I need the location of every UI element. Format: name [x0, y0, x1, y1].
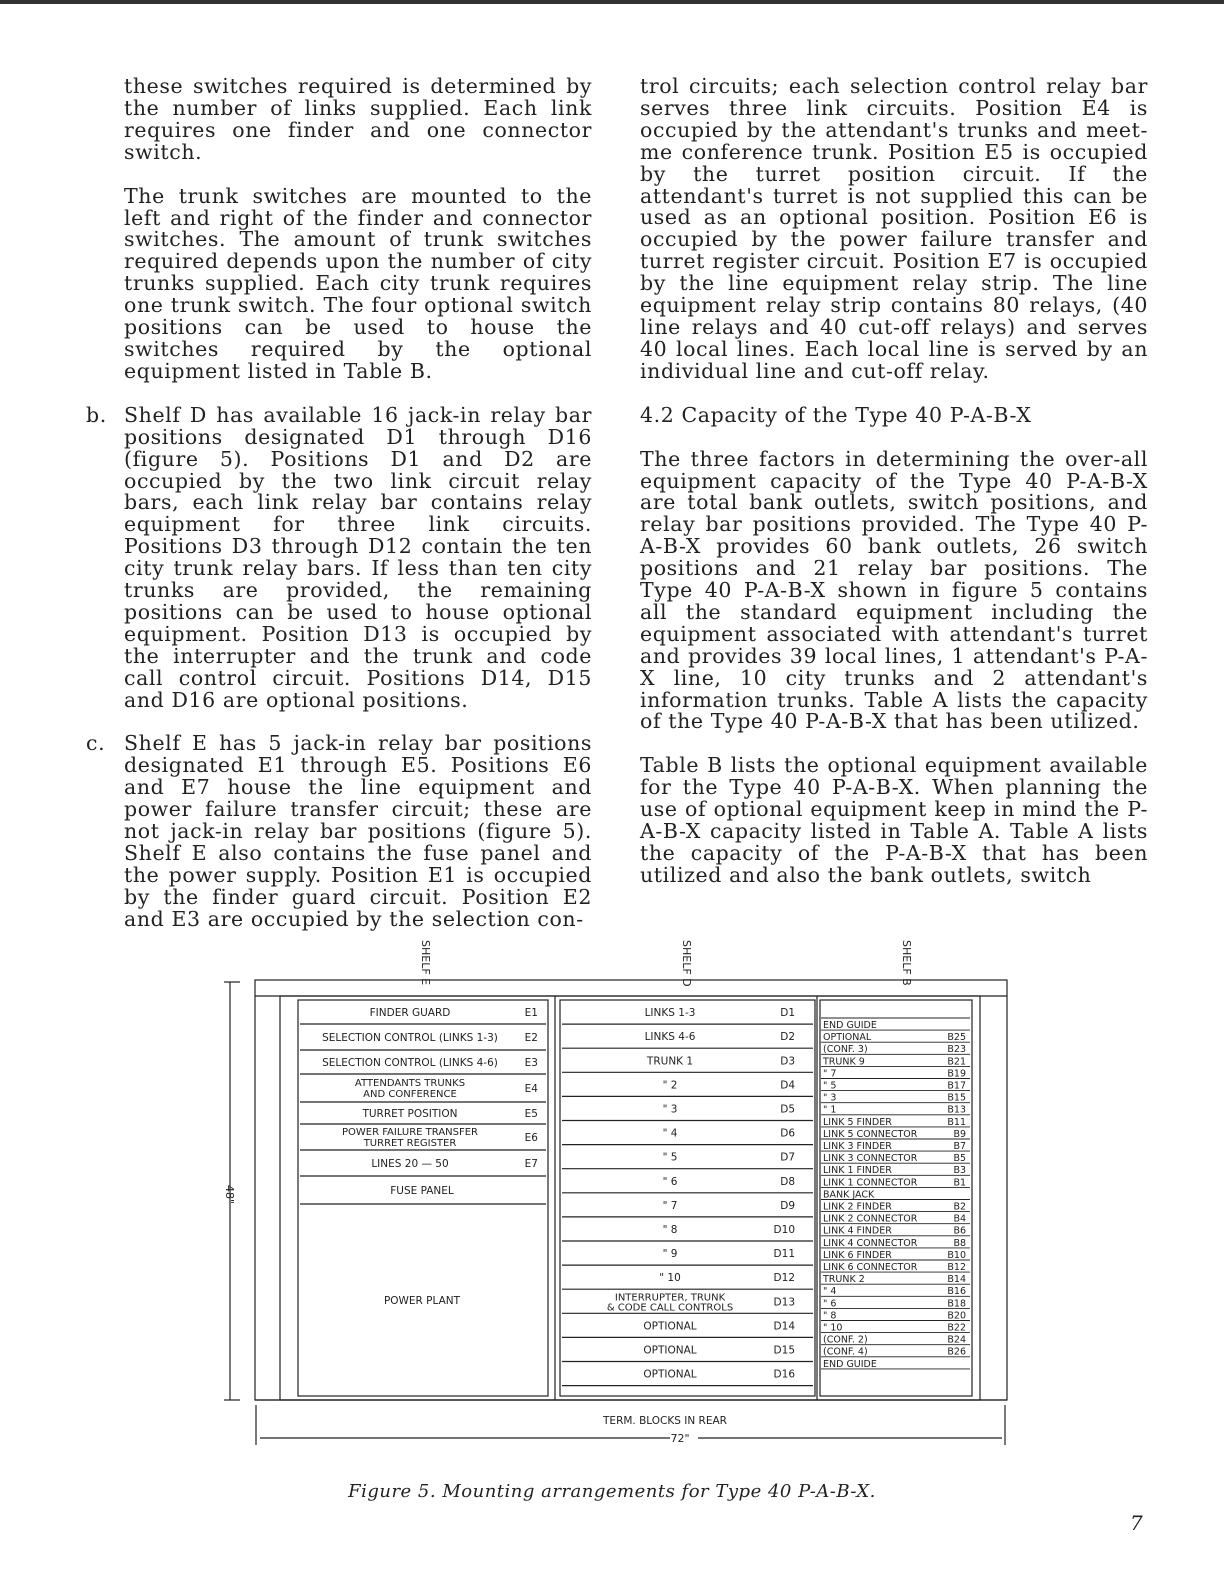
right-column — [640, 76, 1148, 887]
shelf-d-item-label: " 9 — [662, 1248, 678, 1261]
shelf-e-item-label: ATTENDANTS TRUNKS — [354, 1078, 466, 1089]
shelf-b-item-pos: B1 — [953, 1177, 966, 1189]
shelf-b-item-label: LINK 4 CONNECTOR — [823, 1237, 918, 1249]
shelf-d-item-label: INTERRUPTER, TRUNK — [614, 1292, 726, 1304]
shelf-e-label: SHELF E — [419, 940, 432, 986]
shelf-b-item-label: LINK 3 CONNECTOR — [823, 1153, 918, 1165]
shelf-d-item-pos: D1 — [780, 1007, 795, 1020]
shelf-d-item-label: LINKS 1-3 — [644, 1007, 696, 1020]
shelf-d-item-label: OPTIONAL — [643, 1320, 697, 1333]
shelf-b-item-label: LINK 5 CONNECTOR — [823, 1128, 918, 1140]
shelf-e-item-pos: E4 — [524, 1083, 538, 1095]
shelf-b-item-pos: B26 — [947, 1346, 966, 1358]
list-item-b — [86, 402, 592, 712]
shelf-e-item-label: POWER PLANT — [383, 1295, 461, 1307]
shelf-e-item-label: TURRET POSITION — [362, 1108, 458, 1120]
right-paragraph-2: The three factors in determining the over-all equipment capacity of the Type 40 P-A-B-X are total bank outlets, switch positions, and relay bar positions provided. The Type 40 P-A-B-X provides 60 bank outlets, 26 switch positions and 21 relay bar positions. The Type 40 P-A-B-X shown in figure 5 contains all the standard equipment including the equipment associated with attendant's turret and provides 39 local lines, 1 attendant's P-A-X line, 10 city trunks and 2 attendant's information trunks. Table A lists the capacity of the Type 40 P-A-B-X that has been utilized. — [640, 446, 1148, 734]
shelf-d-item-label: " 4 — [662, 1127, 678, 1140]
shelf-b-item-pos: B25 — [947, 1032, 966, 1044]
shelf-d-item-label: OPTIONAL — [643, 1368, 697, 1381]
shelf-b-item-label: " 6 — [823, 1298, 837, 1310]
shelf-b-item-pos: B19 — [947, 1068, 966, 1080]
shelf-b-item-label: BANK JACK — [823, 1189, 875, 1201]
shelf-b-item-label: " 5 — [823, 1080, 837, 1092]
shelf-b-item-label: LINK 4 FINDER — [823, 1225, 892, 1237]
shelf-e-item-label: TURRET REGISTER — [363, 1138, 457, 1149]
shelf-b-item-pos: B3 — [953, 1165, 966, 1177]
shelf-d-item-pos: D16 — [773, 1368, 795, 1381]
shelf-d-item-label: " 8 — [662, 1223, 678, 1236]
shelf-b-item-label: (CONF. 3) — [823, 1044, 868, 1056]
shelf-b-item-pos: B13 — [947, 1104, 966, 1116]
shelf-b-item-pos: B11 — [947, 1116, 966, 1128]
shelf-e-item-label: LINES 20 — 50 — [371, 1158, 449, 1170]
left-column — [86, 74, 592, 931]
shelf-e-item-label: SELECTION CONTROL (LINKS 4-6) — [322, 1057, 498, 1069]
width-label: 72" — [670, 1432, 690, 1445]
shelf-b-item-pos: B17 — [947, 1080, 966, 1092]
shelf-b-item-label: LINK 6 CONNECTOR — [823, 1262, 918, 1273]
shelf-b-item-label: LINK 2 FINDER — [823, 1201, 892, 1213]
shelf-d-item-label: " 3 — [662, 1103, 678, 1116]
height-label: 48" — [223, 1185, 236, 1205]
shelf-b-item-pos: B18 — [947, 1298, 966, 1310]
shelf-e-item-label: AND CONFERENCE — [363, 1089, 457, 1100]
shelf-b-item-pos: B15 — [947, 1092, 966, 1104]
right-paragraph-3: Table B lists the optional equipment available for the Type 40 P-A-B-X. When planning the use of optional equipment keep in mind the P-A-B-X capacity listed in Table A. Table A lists the capacity of the P-A-B-X that has been utilized and also the bank outlets, switch — [640, 753, 1148, 887]
shelf-d-label: SHELF D — [680, 940, 693, 987]
right-paragraph-1: trol circuits; each selection control relay bar serves three link circuits. Position E4 is occupied by the attendant's trunks and meet-me conference trunk. Position E5 is occupied by the turret position circuit. If the attendant's turret is not supplied this can be used as an optional position. Position E6 is occupied by the power failure transfer and turret register circuit. Position E7 is occupied by the line equipment relay strip. The line equipment relay strip contains 80 relays, (40 line relays and 40 cut-off relays) and serves 40 local lines. Each local line is served by an individual line and cut-off relay. — [640, 74, 1148, 383]
shelf-d-item-label: & CODE CALL CONTROLS — [606, 1302, 734, 1314]
shelf-d-item-pos: D10 — [773, 1223, 795, 1236]
shelf-e-item-pos: E7 — [524, 1158, 538, 1170]
shelf-b-item-pos: B8 — [953, 1237, 966, 1249]
shelf-e-item-pos: E3 — [524, 1057, 538, 1069]
shelf-b-item-label: " 8 — [823, 1310, 837, 1322]
shelf-b-item-label: (CONF. 2) — [823, 1334, 868, 1346]
shelf-b-item-label: " 3 — [823, 1092, 837, 1104]
shelf-d-item-label: " 7 — [662, 1199, 678, 1212]
shelf-d-item-label: OPTIONAL — [643, 1344, 697, 1357]
shelf-b-item-label: LINK 1 CONNECTOR — [823, 1177, 918, 1189]
shelf-b-item-pos: B4 — [953, 1213, 966, 1225]
shelf-b-item-label: LINK 6 FINDER — [823, 1249, 892, 1261]
shelf-b-item-pos: B23 — [947, 1044, 966, 1056]
shelf-d-item-label: " 6 — [662, 1175, 678, 1188]
shelf-b-item-label: " 1 — [823, 1104, 837, 1116]
shelf-e-item-label: FUSE PANEL — [390, 1185, 454, 1197]
shelf-b-item-label: LINK 5 FINDER — [823, 1116, 892, 1128]
shelf-d-item-label: " 5 — [662, 1151, 678, 1164]
shelf-e-item-pos: E5 — [524, 1108, 538, 1120]
shelf-b-item-label: END GUIDE — [823, 1020, 877, 1031]
shelf-d-item-pos: D9 — [780, 1199, 795, 1212]
shelf-b-item-label: (CONF. 4) — [823, 1346, 868, 1358]
shelf-d-item-pos: D3 — [780, 1055, 795, 1068]
shelf-b-item-pos: B14 — [947, 1274, 966, 1286]
list-item-c — [86, 731, 592, 931]
section-heading: 4.2 Capacity of the Type 40 P-A-B-X — [640, 402, 1032, 427]
shelf-d-item-pos: D15 — [773, 1344, 795, 1357]
shelf-b-item-pos: B10 — [947, 1249, 966, 1261]
shelf-d-item-pos: D11 — [773, 1248, 795, 1261]
shelf-b-item-label: " 4 — [823, 1286, 837, 1298]
shelf-b-item-pos: B24 — [947, 1334, 966, 1346]
shelf-b-item-label: END GUIDE — [823, 1358, 877, 1370]
list-letter-c: c. — [86, 731, 106, 756]
list-item-c-text: Shelf E has 5 jack-in relay bar positions designated E1 through E5. Positions E6 and E7 house the line equipment and power failure transfer circuit; these are not jack-in relay bar positions (figure 5). Shelf E also contains the fuse panel and the power supply. Position E1 is occupied by the finder guard circuit. Position E2 and E3 are occupied by the selection con- — [124, 731, 592, 931]
shelf-e-item-pos: E6 — [524, 1132, 538, 1144]
shelf-d-item-pos: D6 — [780, 1127, 795, 1140]
shelf-b-label: SHELF B — [900, 940, 913, 986]
top-rule — [0, 0, 1224, 4]
shelf-b-item-pos: B12 — [947, 1262, 966, 1273]
shelf-d-item-pos: D5 — [780, 1103, 795, 1116]
shelf-b-item-pos: B21 — [947, 1056, 966, 1068]
list-item-b-text: Shelf D has available 16 jack-in relay bar positions designated D1 through D16 (figure 5). Positions D1 and D2 are occupied by the two link circuit relay bars, each link relay bar contains relay equipment for three link circuits. Positions D3 through D12 contain the ten city trunk relay bars. If less than ten city trunks are provided, the remaining positions can be used to house optional equipment. Position D13 is occupied by the interrupter and the trunk and code call control circuit. Positions D14, D15 and D16 are optional positions. — [124, 402, 592, 712]
shelf-d-item-label: " 10 — [659, 1272, 681, 1285]
list-letter-b: b. — [86, 402, 107, 427]
shelf-e-item-label: FINDER GUARD — [369, 1007, 451, 1019]
shelf-b-item-pos: B9 — [953, 1128, 966, 1140]
term-blocks-label: TERM. BLOCKS IN REAR — [603, 1415, 727, 1427]
shelf-d-item-pos: D14 — [773, 1320, 795, 1333]
figure-caption: Figure 5. Mounting arrangements for Type 40 P-A-B-X. — [348, 1481, 876, 1502]
shelf-d-item-label: LINKS 4-6 — [644, 1031, 696, 1044]
shelf-b-item-pos: B5 — [953, 1153, 966, 1165]
left-paragraph-2: The trunk switches are mounted to the left and right of the finder and connector switches. The amount of trunk switches required depends upon the number of city trunks supplied. Each city trunk requires one trunk switch. The four optional switch positions can be used to house the switches required by the optional equipment listed in Table B. — [124, 183, 592, 383]
shelf-b-item-pos: B2 — [953, 1201, 966, 1213]
shelf-b-item-pos: B16 — [947, 1286, 966, 1298]
shelf-b-item-pos: B6 — [953, 1225, 966, 1237]
shelf-b-item-label: TRUNK 9 — [823, 1056, 865, 1068]
shelf-d-item-pos: D12 — [773, 1272, 795, 1285]
shelf-b-item-label: " 7 — [823, 1068, 837, 1080]
shelf-b-item-label: LINK 1 FINDER — [823, 1165, 892, 1177]
shelf-b-item-label: OPTIONAL — [823, 1032, 872, 1044]
shelf-e-item-pos: E2 — [524, 1032, 538, 1044]
shelf-b-item-pos: B20 — [947, 1310, 966, 1322]
shelf-b-item-pos: B7 — [953, 1141, 966, 1152]
shelf-d-item-label: " 2 — [662, 1079, 678, 1092]
shelf-d-item-label: TRUNK 1 — [646, 1055, 694, 1068]
shelf-d-item-pos: D7 — [780, 1151, 795, 1164]
shelf-b-item-pos: B22 — [947, 1322, 966, 1334]
shelf-e-item-pos: E1 — [524, 1007, 538, 1019]
shelf-e-item-label: POWER FAILURE TRANSFER — [341, 1127, 479, 1138]
shelf-e-item-label: SELECTION CONTROL (LINKS 1-3) — [322, 1032, 498, 1044]
shelf-d-item-pos: D2 — [780, 1031, 795, 1044]
shelf-b-item-label: LINK 3 FINDER — [823, 1141, 892, 1152]
mounting-diagram — [200, 930, 1030, 1450]
shelf-d-item-pos: D13 — [773, 1296, 795, 1309]
shelf-d-item-pos: D4 — [780, 1079, 795, 1092]
left-paragraph-1: these switches required is determined by the number of links supplied. Each link requires one finder and one connector switch. — [124, 74, 592, 164]
shelf-b-item-label: LINK 2 CONNECTOR — [823, 1213, 918, 1225]
page-number: 7 — [1130, 1511, 1143, 1535]
shelf-d-item-pos: D8 — [780, 1175, 795, 1188]
shelf-b-item-label: TRUNK 2 — [823, 1274, 865, 1286]
shelf-b-item-label: " 10 — [823, 1322, 843, 1334]
